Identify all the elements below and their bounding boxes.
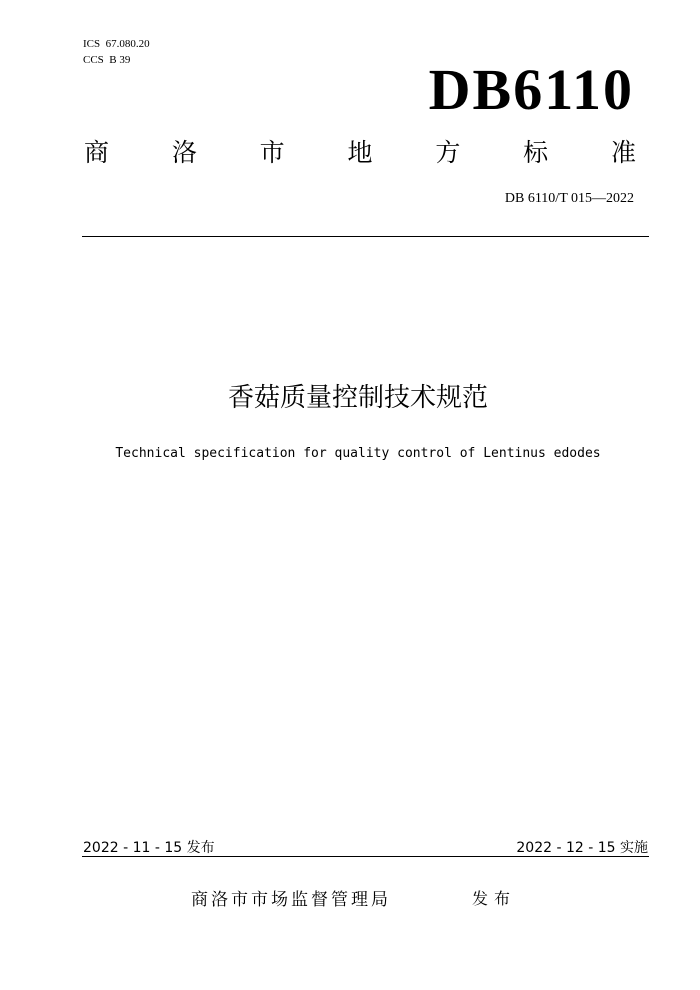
- standard-title-char: 市: [259, 138, 285, 167]
- standard-title-char: 洛: [171, 138, 197, 167]
- top-divider: [82, 236, 649, 237]
- standard-title: [84, 137, 636, 169]
- bottom-divider: [82, 856, 649, 857]
- standard-number: DB 6110/T 015—2022: [504, 191, 634, 206]
- issuing-authority: 商洛市市场监督管理局: [191, 890, 391, 910]
- ccs-code: CCS B 39: [83, 54, 131, 66]
- issue-label: 发布: [472, 889, 517, 908]
- ics-code: ICS 67.080.20: [83, 38, 150, 50]
- standard-title-char: 商: [84, 138, 110, 167]
- standard-title-char: 标: [523, 138, 549, 167]
- publish-date: 2022 - 11 - 15 发布: [83, 840, 215, 856]
- implement-date: 2022 - 12 - 15 实施: [516, 840, 648, 856]
- document-title-en: Technical specification for quality control of Lentinus edodes: [115, 446, 601, 461]
- standard-code: DB6110: [428, 57, 634, 122]
- standard-title-char: 地: [347, 138, 373, 167]
- standard-title-char: 方: [435, 138, 461, 167]
- document-title-cn: 香菇质量控制技术规范: [227, 383, 488, 413]
- standard-title-char: 准: [610, 138, 636, 167]
- classification-codes: [83, 36, 150, 68]
